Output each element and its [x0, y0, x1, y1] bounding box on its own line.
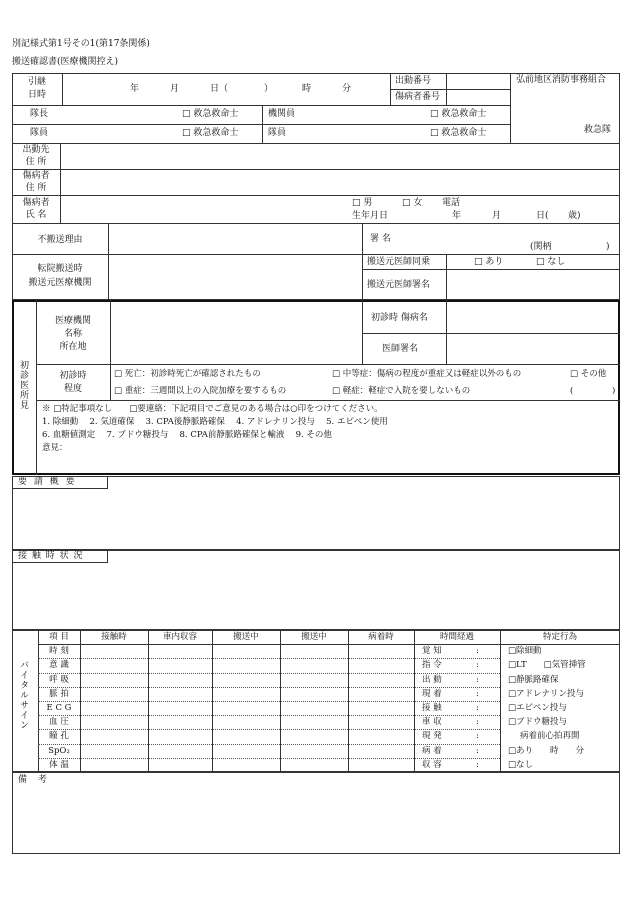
note-items-2: 6. 血糖値測定 7. ブドウ糖投与 8. CPA前静脈路確保と輸液 9. その他 [42, 430, 332, 440]
vitals-side-label: バイタルサイン [18, 660, 28, 730]
patient-address-label-2: 住 所 [25, 183, 47, 193]
time-item-label: 接 触 [422, 703, 442, 713]
vitals-col-line [212, 630, 213, 772]
severity-label: 初診時 [59, 371, 87, 381]
request-label: 要 請 概 要 [18, 477, 77, 487]
patient-number-label: 傷病者番号 [395, 92, 441, 102]
crew-paramedic-check[interactable]: □ 救急救命士 [182, 128, 239, 138]
vitals-item-label: SpO₂ [48, 745, 70, 756]
doctor-ride-label: 搬送元医師同乗 [367, 257, 431, 267]
vitals-row-line [38, 673, 500, 674]
captain-label: 隊長 [30, 109, 49, 119]
note-instruction: ※ □特記事項なし □要連絡：下記項目でご意見のある場合は○印をつけてください。 [42, 404, 383, 414]
day-label: 日（ [210, 84, 229, 94]
phone-label: 電話 [442, 198, 461, 208]
doctor-sign-label: 搬送元医師署名 [367, 280, 431, 290]
vitals-header: 特定行為 [542, 632, 577, 642]
organization-name: 弘前地区消防事務組合 [516, 75, 607, 85]
birth-year: 年 [452, 211, 462, 221]
time-item-colon: : [476, 759, 479, 770]
time-item-label: 出 動 [422, 674, 442, 685]
severity-death[interactable]: □ 死亡：初診時死亡が確認されたもの [114, 369, 261, 379]
time-item-colon: : [476, 660, 479, 671]
vitals-row-line [38, 701, 500, 702]
severity-severe[interactable]: □ 重症：三週間以上の入院加療を要するもの [114, 386, 287, 396]
day-close: ） [264, 84, 274, 94]
vitals-item-label: 時 刻 [49, 646, 69, 657]
vitals-header: 接触時 [101, 632, 127, 642]
transfer-label: 転院搬送時 [37, 264, 83, 274]
severity-other[interactable]: □ その他 [570, 369, 607, 379]
vitals-col-line [414, 630, 415, 772]
time-item-colon: : [476, 674, 479, 685]
time-item-colon: : [476, 703, 479, 713]
crew2-paramedic-check[interactable]: □ 救急救命士 [430, 128, 487, 138]
special-action-item[interactable]: □アドレナリン投与 [508, 688, 585, 699]
time-item-colon: : [476, 717, 479, 728]
relation-label: (関柄 [530, 242, 552, 252]
time-item-label: 指 令 [422, 660, 442, 671]
vitals-header: 搬送中 [301, 632, 327, 642]
patient-name-label: 傷病者 [22, 198, 50, 208]
special-action-item[interactable]: □LT □気管挿管 [508, 660, 586, 671]
minute-label: 分 [342, 84, 352, 94]
time-item-colon: : [476, 688, 479, 699]
first-dx-label: 初診時 傷病名 [371, 313, 428, 323]
vitals-header: 病着時 [368, 632, 394, 642]
special-action-item[interactable]: □除細動 [508, 646, 542, 657]
time-item-colon: : [476, 731, 479, 742]
doctor-ride-no[interactable]: □ なし [536, 257, 566, 267]
handover-label: 引継 [27, 77, 46, 87]
severity-label-2: 程度 [63, 384, 82, 394]
signature-label: 署 名 [370, 234, 391, 244]
crew-label: 隊員 [30, 128, 49, 138]
special-action-item[interactable]: □エピペン投与 [508, 703, 567, 713]
time-item-colon: : [476, 646, 479, 657]
dispatch-address-label-2: 住 所 [25, 157, 47, 167]
initial-side-label: 初診医所見 [18, 360, 28, 410]
special-action-item[interactable]: □ブドウ糖投与 [508, 717, 568, 728]
time-item-label: 車 収 [422, 717, 442, 728]
vitals-item-label: 体 温 [49, 759, 69, 770]
vitals-col-line [148, 630, 149, 772]
severity-moderate[interactable]: □ 中等症：傷病の程度が重症又は軽症以外のもの [332, 369, 522, 379]
vitals-col-line [280, 630, 281, 772]
severity-paren-open: ( [570, 386, 574, 396]
transfer-label-2: 搬送元医療機関 [28, 278, 92, 288]
remarks-section [12, 772, 620, 854]
month-label: 月 [170, 84, 180, 94]
patient-name-label-2: 氏 名 [25, 210, 47, 220]
crew2-label: 隊員 [268, 128, 287, 138]
time-item-label: 収 容 [422, 759, 442, 770]
vitals-col-line [80, 630, 81, 772]
time-item-label: 覚 知 [422, 646, 442, 657]
special-action-item[interactable]: □静脈路確保 [508, 674, 559, 685]
doctor-sign-label-2: 医師署名 [382, 344, 419, 354]
vitals-item-label: 脈 拍 [49, 688, 69, 699]
vitals-row-line [38, 758, 500, 759]
vitals-item-label: 血 圧 [49, 717, 69, 728]
time-item-label: 現 着 [422, 688, 442, 699]
vitals-item-label: 意 識 [49, 660, 69, 671]
patient-address-label: 傷病者 [22, 171, 50, 181]
no-transport-label: 不搬送理由 [37, 235, 83, 245]
institution-label-3: 所在地 [59, 342, 87, 352]
form-number: 別記様式第1号その1(第17条関係) [12, 39, 150, 49]
opinion-label: 意見： [42, 443, 68, 453]
vitals-col-line [348, 630, 349, 772]
engineer-paramedic-check[interactable]: □ 救急救命士 [430, 109, 487, 119]
age-label: 歳) [568, 211, 581, 221]
vitals-row-line [38, 687, 500, 688]
special-action-item[interactable]: □あり 時 分 [508, 745, 585, 756]
male-check[interactable]: □ 男 [352, 198, 373, 208]
vitals-item-label: 呼 吸 [49, 674, 69, 685]
birth-label: 生年月日 [352, 211, 389, 221]
contact-label: 接 触 時 状 況 [18, 551, 84, 561]
special-action-item: 病着前心拍再開 [520, 731, 580, 742]
time-item-label: 現 発 [422, 731, 442, 742]
handover-label-2: 日時 [27, 90, 46, 100]
engineer-label: 機関員 [268, 109, 296, 119]
dispatch-number-label: 出動番号 [395, 76, 432, 86]
remarks-label: 備 考 [18, 775, 51, 785]
special-action-item[interactable]: □なし [508, 759, 534, 770]
captain-paramedic-check[interactable]: □ 救急救命士 [182, 109, 239, 119]
form-title: 搬送確認書(医療機関控え) [12, 57, 119, 67]
vitals-item-label: E C G [46, 703, 72, 713]
note-items-1: 1. 除細動 2. 気道確保 3. CPA後静脈路確保 4. アドレナリン投与 5. エピペン使用 [42, 417, 388, 427]
unit-label: 救急隊 [584, 125, 612, 135]
birth-month: 月 [492, 211, 502, 221]
institution-label: 医療機関 [54, 316, 91, 326]
institution-label-2: 名称 [63, 329, 82, 339]
dispatch-address-label: 出動先 [22, 145, 50, 155]
vitals-header: 項 目 [49, 632, 69, 642]
vitals-header: 車内収容 [162, 632, 197, 642]
time-item-label: 病 着 [422, 745, 442, 756]
severity-mild[interactable]: □ 軽症：軽症で入院を要しないもの [332, 386, 471, 396]
female-check[interactable]: □ 女 [402, 198, 423, 208]
vitals-header: 搬送中 [233, 632, 259, 642]
relation-close: ) [606, 242, 610, 252]
birth-day: 日( [536, 211, 549, 221]
vitals-header: 時間経過 [439, 632, 474, 642]
vitals-item-label: 瞳 孔 [49, 731, 69, 742]
time-item-colon: : [476, 745, 479, 756]
year-label: 年 [130, 84, 140, 94]
vitals-row-line [38, 744, 500, 745]
doctor-ride-yes[interactable]: □ あり [474, 257, 504, 267]
vitals-col-line [500, 630, 501, 772]
severity-paren-close: ) [612, 386, 616, 396]
hour-label: 時 [302, 84, 312, 94]
